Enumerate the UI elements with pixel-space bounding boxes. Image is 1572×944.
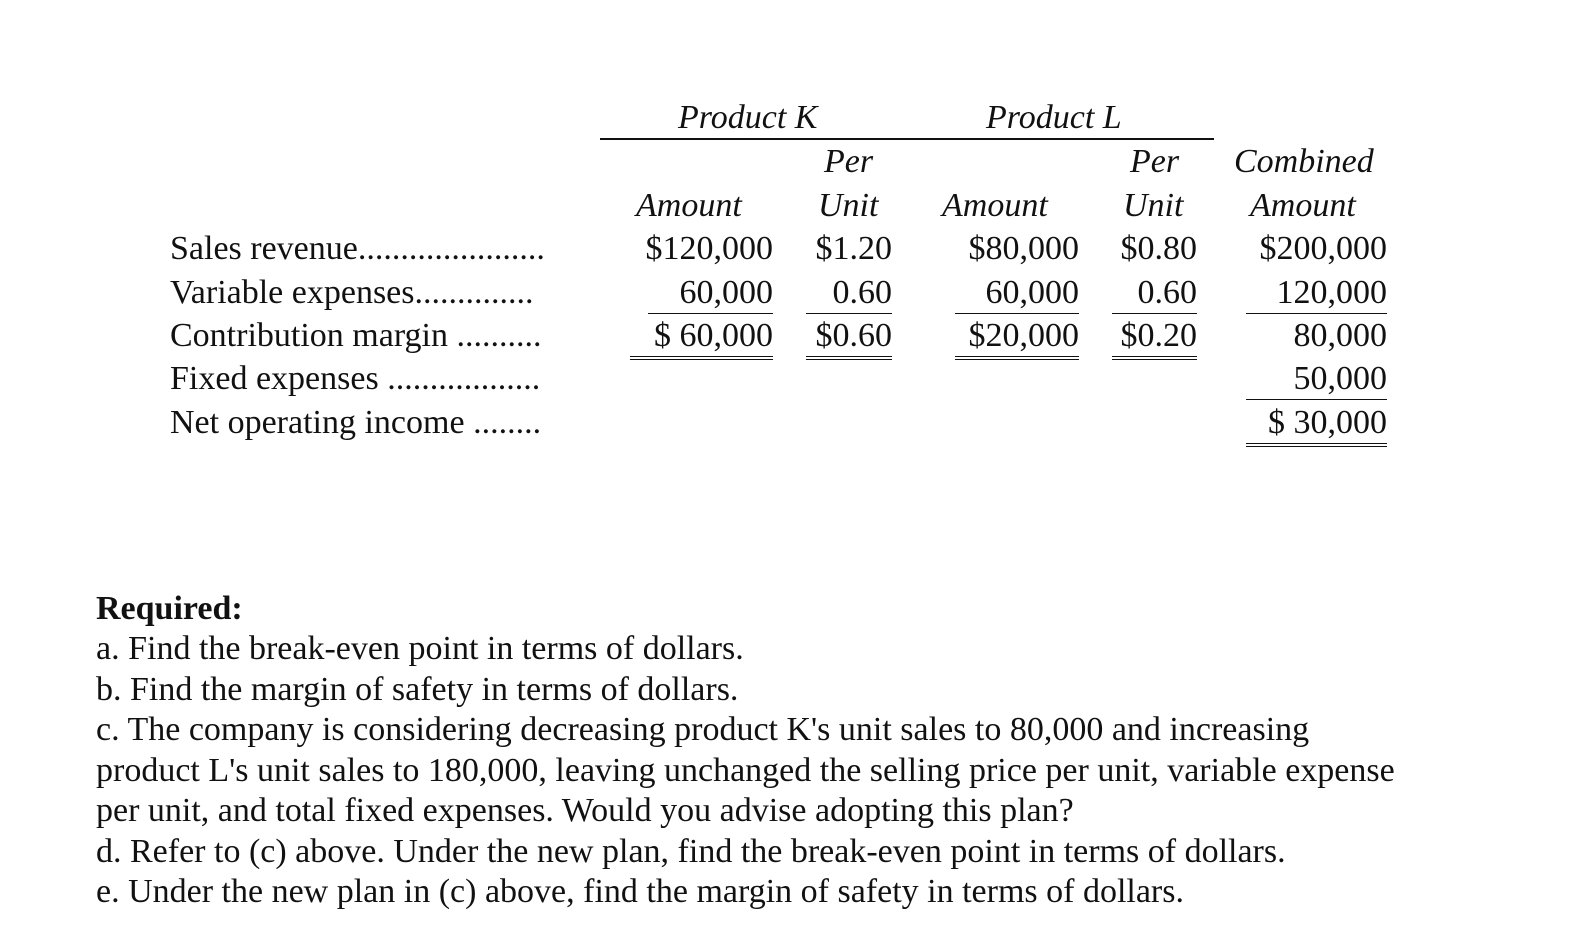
row-label-fixed-expenses: Fixed expenses .................. [170, 360, 541, 397]
header-k-per: Per [824, 143, 874, 180]
required-item-b: b. Find the margin of safety in terms of dollars. [96, 670, 739, 708]
cell-sales-l-amount: $80,000 [968, 230, 1079, 267]
header-rule [600, 138, 1214, 140]
cell-contribution-combined: 80,000 [1293, 317, 1387, 354]
cell-variable-combined: 120,000 [1246, 273, 1387, 314]
header-k-amount: Amount [636, 187, 742, 224]
cell-variable-k-amount: 60,000 [648, 273, 773, 314]
cell-contribution-k-unit: $0.60 [806, 316, 892, 360]
cell-variable-l-unit: 0.60 [1112, 273, 1197, 314]
header-l-unit: Unit [1123, 187, 1184, 224]
cell-sales-k-amount: $120,000 [645, 230, 773, 267]
cell-variable-l-amount: 60,000 [955, 273, 1079, 314]
required-list [96, 629, 1395, 913]
header-product-k: Product K [678, 99, 818, 136]
cell-fixed-combined: 50,000 [1246, 359, 1387, 400]
cell-sales-combined: $200,000 [1259, 230, 1387, 267]
cell-sales-k-unit: $1.20 [815, 230, 892, 267]
header-combined-amount: Amount [1250, 187, 1356, 224]
row-label-contribution-margin: Contribution margin .......... [170, 317, 542, 354]
cell-sales-l-unit: $0.80 [1120, 230, 1197, 267]
required-item-c-cont-1: product L's unit sales to 180,000, leaving unchanged the selling price per unit, variable expense [96, 751, 1395, 789]
row-label-sales-revenue: Sales revenue...................... [170, 230, 545, 267]
cell-contribution-l-amount: $20,000 [955, 316, 1079, 360]
cell-variable-k-unit: 0.60 [806, 273, 892, 314]
cell-contribution-k-amount: $ 60,000 [630, 316, 773, 360]
required-item-c: c. The company is considering decreasing product K's unit sales to 80,000 and increasing [96, 711, 1310, 748]
row-label-net-operating-income: Net operating income ........ [170, 404, 542, 441]
required-item-e: e. Under the new plan in (c) above, find the margin of safety in terms of dollars. [96, 873, 1184, 910]
required-item-c-cont-2: per unit, and total fixed expenses. Would you advise adopting this plan? [96, 792, 1074, 829]
required-title: Required: [96, 590, 243, 627]
cell-contribution-l-unit: $0.20 [1112, 316, 1197, 360]
required-item-a: a. Find the break-even point in terms of dollars. [96, 630, 744, 667]
required-item-d: d. Refer to (c) above. Under the new plan, find the break-even point in terms of dollars. [96, 832, 1286, 870]
header-k-unit: Unit [818, 187, 879, 224]
header-l-per: Per [1130, 143, 1180, 180]
cell-net-income-combined: $ 30,000 [1246, 403, 1387, 447]
header-l-amount: Amount [942, 187, 1048, 224]
header-combined: Combined [1234, 143, 1374, 180]
header-product-l: Product L [986, 99, 1122, 136]
row-label-variable-expenses: Variable expenses.............. [170, 274, 534, 311]
